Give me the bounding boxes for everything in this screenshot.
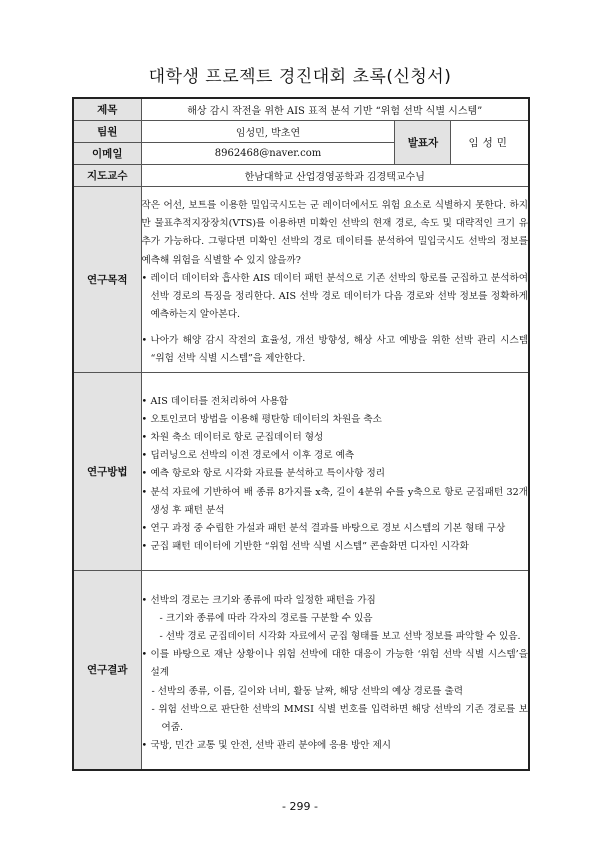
method-bullet: • 분석 자료에 기반하여 배 종류 8가지를 x축, 길이 4분위 수를 y축으로 항로 군집패턴 32개 생성 후 패턴 분석 [142, 484, 529, 520]
row-method [73, 372, 529, 570]
row-team [73, 120, 529, 142]
method-content [141, 372, 529, 570]
advisor-value: 한남대학교 산업경영공학과 김경택교수님 [141, 164, 529, 186]
result-content [141, 570, 529, 770]
email-label: 이메일 [73, 142, 141, 164]
subject-label: 제목 [73, 98, 141, 120]
method-bullet: • 차원 축소 데이터로 항로 군집데이터 형성 [142, 429, 529, 447]
team-label: 팀원 [73, 120, 141, 142]
application-form [72, 97, 530, 771]
method-bullet: • AIS 데이터를 전처리하여 사용함 [142, 393, 529, 411]
presenter-value: 임성민 [451, 120, 529, 164]
result-bullet: • 선박의 경로는 크기와 종류에 따라 일정한 패턴을 가짐 [142, 592, 529, 610]
purpose-label: 연구목적 [73, 186, 141, 372]
purpose-bullet: • 나아가 해양 감시 작전의 효율성, 개선 방향성, 해상 사고 예방을 위한 선박 관리 시스템 “위험 선박 식별 시스템”을 제안한다. [142, 332, 529, 368]
method-bullet: • 군집 패턴 데이터에 기반한 “위험 선박 식별 시스템” 콘솔화면 디자인 시각화 [142, 538, 529, 556]
team-value: 임성민, 박초연 [141, 120, 395, 142]
row-advisor [73, 164, 529, 186]
row-result [73, 570, 529, 770]
result-sub-item: - 크기와 종류에 따라 각자의 경로를 구분할 수 있음 [159, 612, 373, 624]
method-bullet: • 예측 항로와 항로 시각화 자료를 분석하고 특이사항 정리 [142, 465, 529, 483]
method-label: 연구방법 [73, 372, 141, 570]
row-purpose [73, 186, 529, 372]
result-bullet: • 국방, 민간 교통 및 안전, 선박 관리 분야에 응용 방안 제시 [142, 737, 529, 755]
result-sub-item: - 선박 경로 군집데이터 시각화 자료에서 군집 형태를 보고 선박 정보를 파악할 수 있음. [159, 630, 521, 642]
advisor-label: 지도교수 [73, 164, 141, 186]
result-sub-item: - 선박의 종류, 이름, 길이와 너비, 활동 날짜, 해당 선박의 예상 경로를 출력 [151, 685, 464, 697]
email-value: 8962468@naver.com [141, 142, 395, 164]
presenter-label: 발표자 [395, 120, 451, 164]
purpose-bullet: • 레이더 데이터와 흡사한 AIS 데이터 패턴 분석으로 기존 선박의 항로를 군집하고 분석하여 선박 경로의 특징을 정리한다. AIS 선박 경로 데이터가 다음 경로와 선박 정보를 정확하게 예측하는지 알아본다. [142, 270, 529, 325]
method-bullet: • 연구 과정 중 수립한 가설과 패턴 분석 결과를 바탕으로 경보 시스템의 기본 형태 구상 [142, 520, 529, 538]
subject-value: 해상 감시 작전을 위한 AIS 표적 분석 기반 “위험 선박 식별 시스템” [141, 98, 529, 120]
method-bullet: • 딥러닝으로 선박의 이전 경로에서 이후 경로 예측 [142, 447, 529, 465]
result-label: 연구결과 [73, 570, 141, 770]
row-subject [73, 98, 529, 120]
result-bullet: • 이를 바탕으로 재난 상황이나 위험 선박에 대한 대응이 가능한 ‘위험 선박 식별 시스템’을 설계 [142, 646, 529, 682]
purpose-content [141, 186, 529, 372]
method-bullet: • 오토인코더 방법을 이용해 평탄항 데이터의 차원을 축소 [142, 411, 529, 429]
purpose-intro: 작은 어선, 보트를 이용한 밀입국시도는 군 레이더에서도 위험 요소로 식별하지 못한다. 하지만 물표추적지장장치(VTS)를 이용하면 미확인 선박의 현재 경로, 속도 및 대략적인 크기 유추가 가능하다. 그렇다면 미확인 선박의 경로 데이터를 분석하여 밀입국시도 선박의 정보를 예측해 위험을 식별할 수 있지 않을까? [141, 200, 528, 266]
result-sub-item: - 위험 선박으로 판단한 선박의 MMSI 식별 번호를 입력하면 해당 선박의 기존 경로를 보여줌. [151, 703, 528, 733]
page-number: - 299 - [282, 800, 318, 813]
document-title: 대학생 프로젝트 경진대회 초록(신청서) [148, 67, 452, 87]
